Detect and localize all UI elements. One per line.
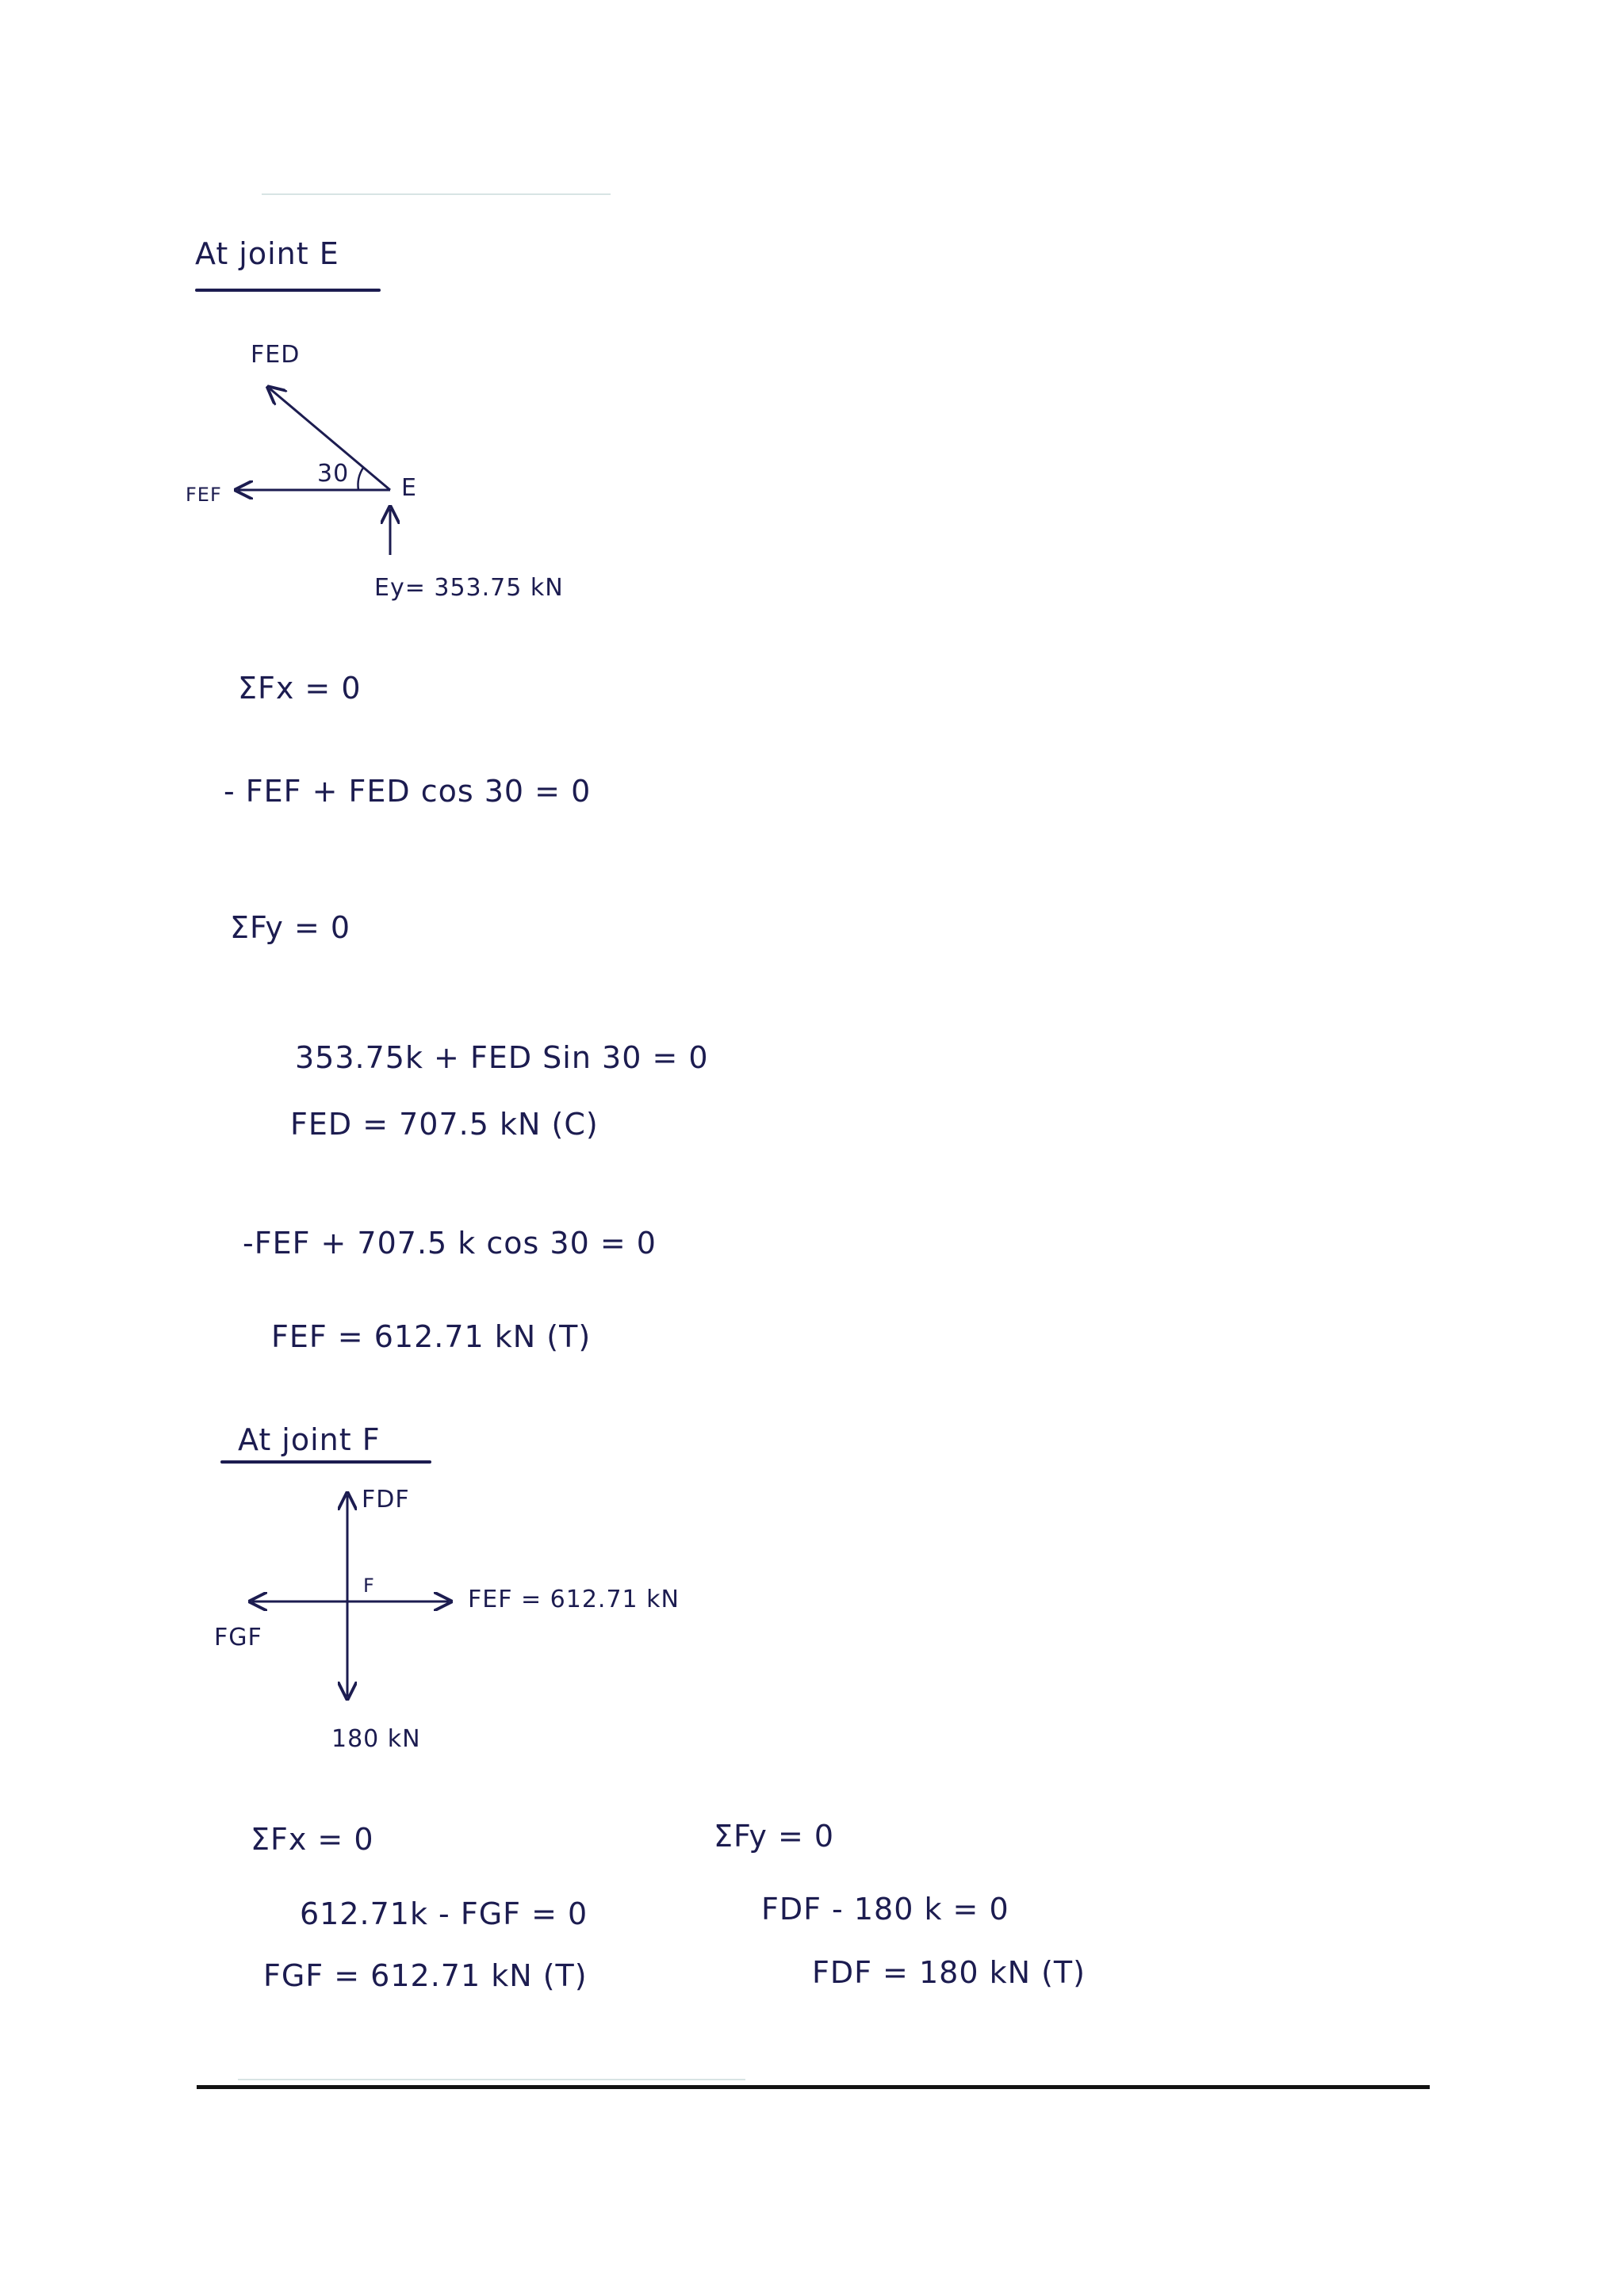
f-fdf-result: FDF = 180 kN (T): [812, 1955, 1086, 1990]
label-fed: FED: [251, 341, 301, 369]
label-ey-reaction: Ey= 353.75 kN: [374, 574, 564, 602]
e-eq-sub: -FEF + 707.5 k cos 30 = 0: [243, 1226, 657, 1261]
label-angle: 30: [317, 460, 350, 488]
f-fgf-result: FGF = 612.71 kN (T): [263, 1958, 588, 1993]
label-load: 180 kN: [331, 1725, 421, 1753]
label-fgf: FGF: [214, 1624, 262, 1651]
e-eq-y: 353.75k + FED Sin 30 = 0: [295, 1040, 709, 1075]
f-sum-fy: ΣFy = 0: [714, 1819, 835, 1854]
joint-f-heading-underline: [220, 1460, 431, 1464]
f-eq-y: FDF - 180 k = 0: [761, 1892, 1009, 1927]
e-fef-result: FEF = 612.71 kN (T): [271, 1319, 592, 1354]
label-fef-f: FEF = 612.71 kN: [468, 1586, 680, 1613]
label-fef-e: FEF: [186, 484, 222, 506]
f-eq-x: 612.71k - FGF = 0: [300, 1896, 588, 1931]
f-sum-fx: ΣFx = 0: [251, 1822, 374, 1857]
e-fed-result: FED = 707.5 kN (C): [290, 1107, 599, 1142]
joint-f-heading: At joint F: [238, 1422, 381, 1457]
e-sum-fx: ΣFx = 0: [238, 671, 362, 706]
e-eq-x: - FEF + FED cos 30 = 0: [224, 774, 592, 809]
label-joint-e: E: [401, 474, 417, 502]
bottom-rule: [197, 2085, 1430, 2089]
label-joint-f: F: [363, 1575, 375, 1597]
angle-arc: [358, 468, 363, 490]
label-fdf: FDF: [362, 1486, 410, 1513]
e-sum-fy: ΣFy = 0: [230, 910, 351, 945]
joint-e-heading: At joint E: [195, 236, 339, 271]
